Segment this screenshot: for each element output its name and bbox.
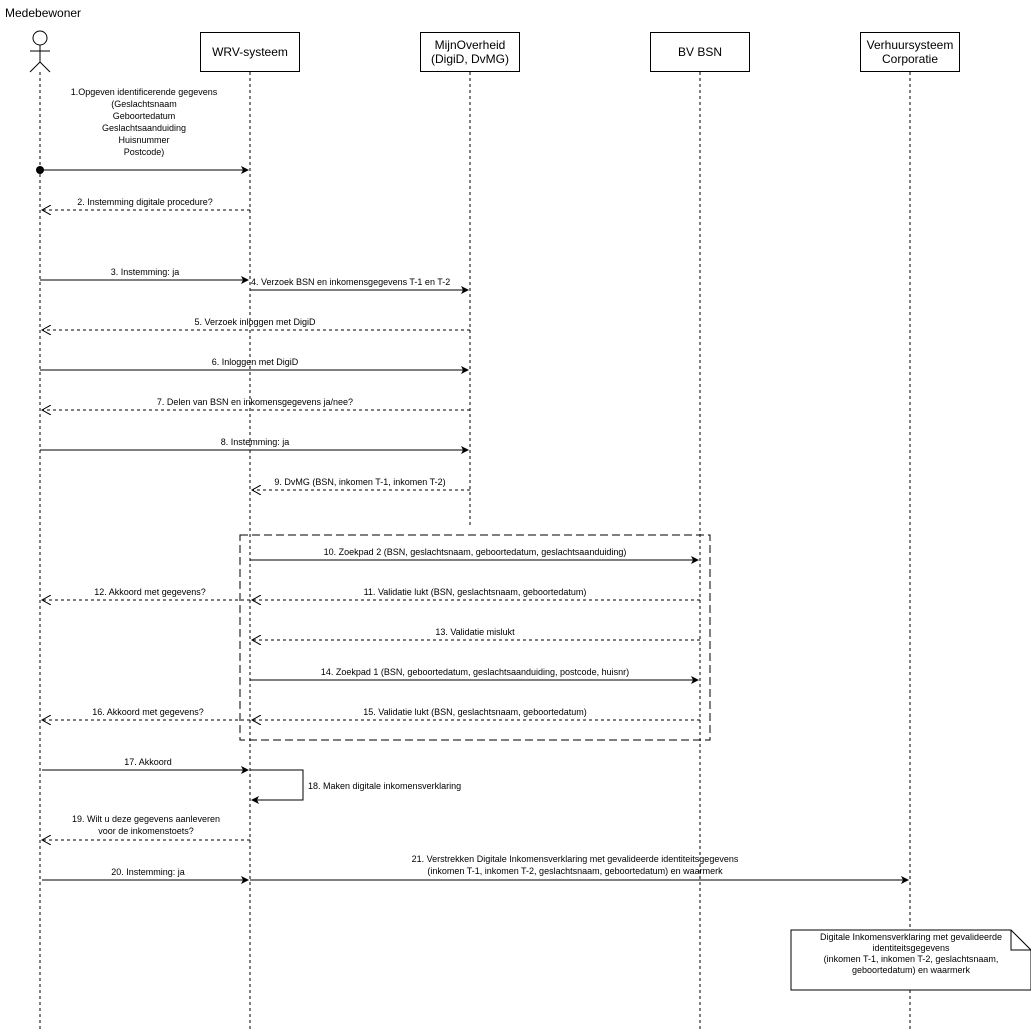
message-19 xyxy=(42,814,250,840)
svg-text:8. Instemming: ja: 8. Instemming: ja xyxy=(220,437,290,447)
svg-text:7. Delen van BSN en inkomensge: 7. Delen van BSN en inkomensgegevens ja/nee? xyxy=(156,397,354,407)
svg-text:12. Akkoord met gegevens?: 12. Akkoord met gegevens? xyxy=(94,587,206,597)
svg-text:3. Instemming: ja: 3. Instemming: ja xyxy=(110,267,180,277)
message-4 xyxy=(250,277,468,290)
participant-mijnoverheid: MijnOverheid (DigiD, DvMG) xyxy=(420,32,520,72)
svg-text:6. Inloggen met DigiD: 6. Inloggen met DigiD xyxy=(211,357,299,367)
message-2 xyxy=(42,197,250,210)
message-11 xyxy=(252,587,700,600)
svg-text:5. Verzoek inloggen met DigiD: 5. Verzoek inloggen met DigiD xyxy=(194,317,316,327)
svg-text:16. Akkoord met gegevens?: 16. Akkoord met gegevens? xyxy=(92,707,204,717)
svg-text:15. Validatie lukt (BSN, gesla: 15. Validatie lukt (BSN, geslachtsnaam, geboortedatum) xyxy=(363,707,587,717)
svg-text:14. Zoekpad 1 (BSN, geboorteda: 14. Zoekpad 1 (BSN, geboortedatum, geslachtsaanduiding, postcode, huisnr) xyxy=(320,667,630,677)
note-text: Digitale Inkomensverklaring met gevalideerde identiteitsgegevens (inkomen T-1, inkomen T-2, geslachtsnaam, geboortedatum) en waarmerk xyxy=(819,932,1003,975)
svg-text:11. Validatie lukt (BSN, gesla: 11. Validatie lukt (BSN, geslachtsnaam, geboortedatum) xyxy=(363,587,587,597)
message-20 xyxy=(42,867,248,880)
message-14 xyxy=(250,667,698,680)
svg-text:17. Akkoord: 17. Akkoord xyxy=(124,757,172,767)
message-6 xyxy=(40,357,468,370)
message-5 xyxy=(42,317,470,330)
actor-label: Medebewoner xyxy=(5,6,82,20)
svg-text:13. Validatie mislukt: 13. Validatie mislukt xyxy=(435,627,515,637)
svg-text:4. Verzoek BSN en inkomensgege: 4. Verzoek BSN en inkomensgegevens T-1 en T-2 xyxy=(251,277,451,287)
participant-bvbsn: BV BSN xyxy=(650,32,750,72)
svg-text:19. Wilt u deze gegevens aanle: 19. Wilt u deze gegevens aanleveren voor de inkomenstoets? xyxy=(71,814,221,836)
message-17 xyxy=(42,757,248,770)
message-3 xyxy=(40,267,248,280)
message-18 xyxy=(250,770,461,800)
svg-text:2. Instemming digitale procedu: 2. Instemming digitale procedure? xyxy=(77,197,213,207)
actor-stick-figure-icon xyxy=(30,31,50,72)
participant-wrv: WRV-systeem xyxy=(200,32,300,72)
message-8 xyxy=(40,437,468,450)
message-9 xyxy=(252,477,470,490)
svg-text:18. Maken digitale inkomensver: 18. Maken digitale inkomensverklaring xyxy=(308,781,462,791)
message-13 xyxy=(252,627,700,640)
svg-text:9. DvMG (BSN, inkomen T-1, ink: 9. DvMG (BSN, inkomen T-1, inkomen T-2) xyxy=(274,477,446,487)
svg-text:1.Opgeven identificerende gege: 1.Opgeven identificerende gegevens (Geslachtsnaam Geboortedatum Geslachtsaanduiding Huisnummer Postcode) xyxy=(70,87,218,157)
message-15 xyxy=(252,707,700,720)
message-21 xyxy=(250,854,908,880)
participant-verhuur: Verhuursysteem Corporatie xyxy=(860,32,960,72)
message-12 xyxy=(42,587,250,600)
message-7 xyxy=(42,397,470,410)
svg-text:21. Verstrekken Digitale Inkom: 21. Verstrekken Digitale Inkomensverklaring met gevalideerde identiteitsgegevens (inkomen T-1, inkomen T-2, geslachtsnaam, geboortedatum) en waarmerk xyxy=(411,854,739,876)
message-10 xyxy=(250,547,698,560)
svg-text:20. Instemming: ja: 20. Instemming: ja xyxy=(111,867,185,877)
message-16 xyxy=(42,707,250,720)
message-1 xyxy=(36,87,248,174)
svg-text:10. Zoekpad 2 (BSN, geslachtsn: 10. Zoekpad 2 (BSN, geslachtsnaam, geboortedatum, geslachtsaanduiding) xyxy=(323,547,627,557)
